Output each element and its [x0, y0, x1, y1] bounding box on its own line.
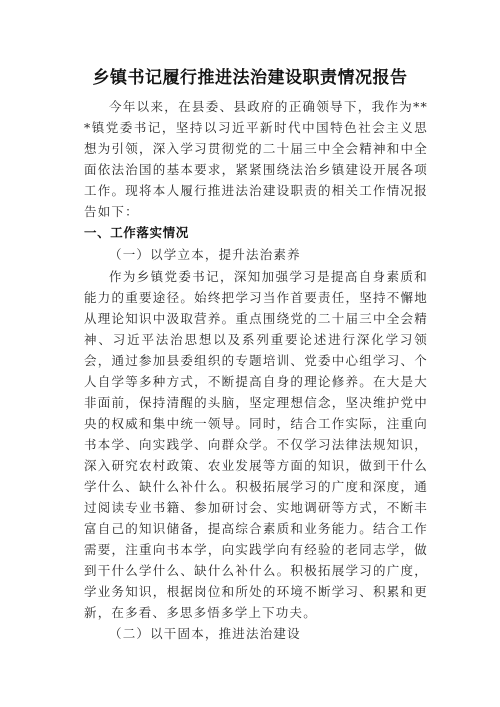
intro-paragraph: 今年以来，在县委、县政府的正确领导下，我作为***镇党委书记，坚持以习近平新时代中国特色社会主义思想为引领，深入学习贯彻党的二十届三中全会精神和中全面依法治国的基本要求，紧紧围绕法治乡镇建设开展各项工作。现将本人履行推进法治建设职责的相关工作情况报告如下： — [84, 99, 428, 219]
document-body — [84, 96, 428, 645]
document-title: 乡镇书记履行推进法治建设职责情况报告 — [92, 68, 408, 88]
subsection-heading-2: （二）以干固本，推进法治建设 — [109, 626, 301, 641]
section-heading-1: 一、工作落实情况 — [84, 225, 189, 240]
subsection-heading-1: （一）以学立本，提升法治素养 — [109, 247, 301, 262]
subsection-1-paragraph: 作为乡镇党委书记，深知加强学习是提高自身素质和能力的重要途径。始终把学习当作首要责任，坚持不懈地从理论知识中汲取营养。重点围绕党的二十届三中全会精神、习近平法治思想以及系列重要论述进行深化学习领会，通过参加县委组织的专题培训、党委中心组学习、个人自学等多种方式，不断提高自身的理论修养。在大是大非面前，保持清醒的头脑，坚定理想信念，坚决维护党中央的权威和集中统一领导。同时，结合工作实际，注重向书本学、向实践学、向群众学。不仅学习法律法规知识，深入研究农村政策、农业发展等方面的知识，做到干什么学什么、缺什么补什么。积极拓展学习的广度和深度，通过阅读专业书籍、参加研讨会、实地调研等方式，不断丰富自己的知识储备，提高综合素质和业务能力。结合工作需要，注重向书本学，向实践学向有经验的老同志学，做到干什么学什么、缺什么补什么。积极拓展学习的广度，学业务知识，根据岗位和所处的环境不断学习、积累和更新，在多看、多思多悟多学上下功夫。 — [84, 269, 428, 620]
